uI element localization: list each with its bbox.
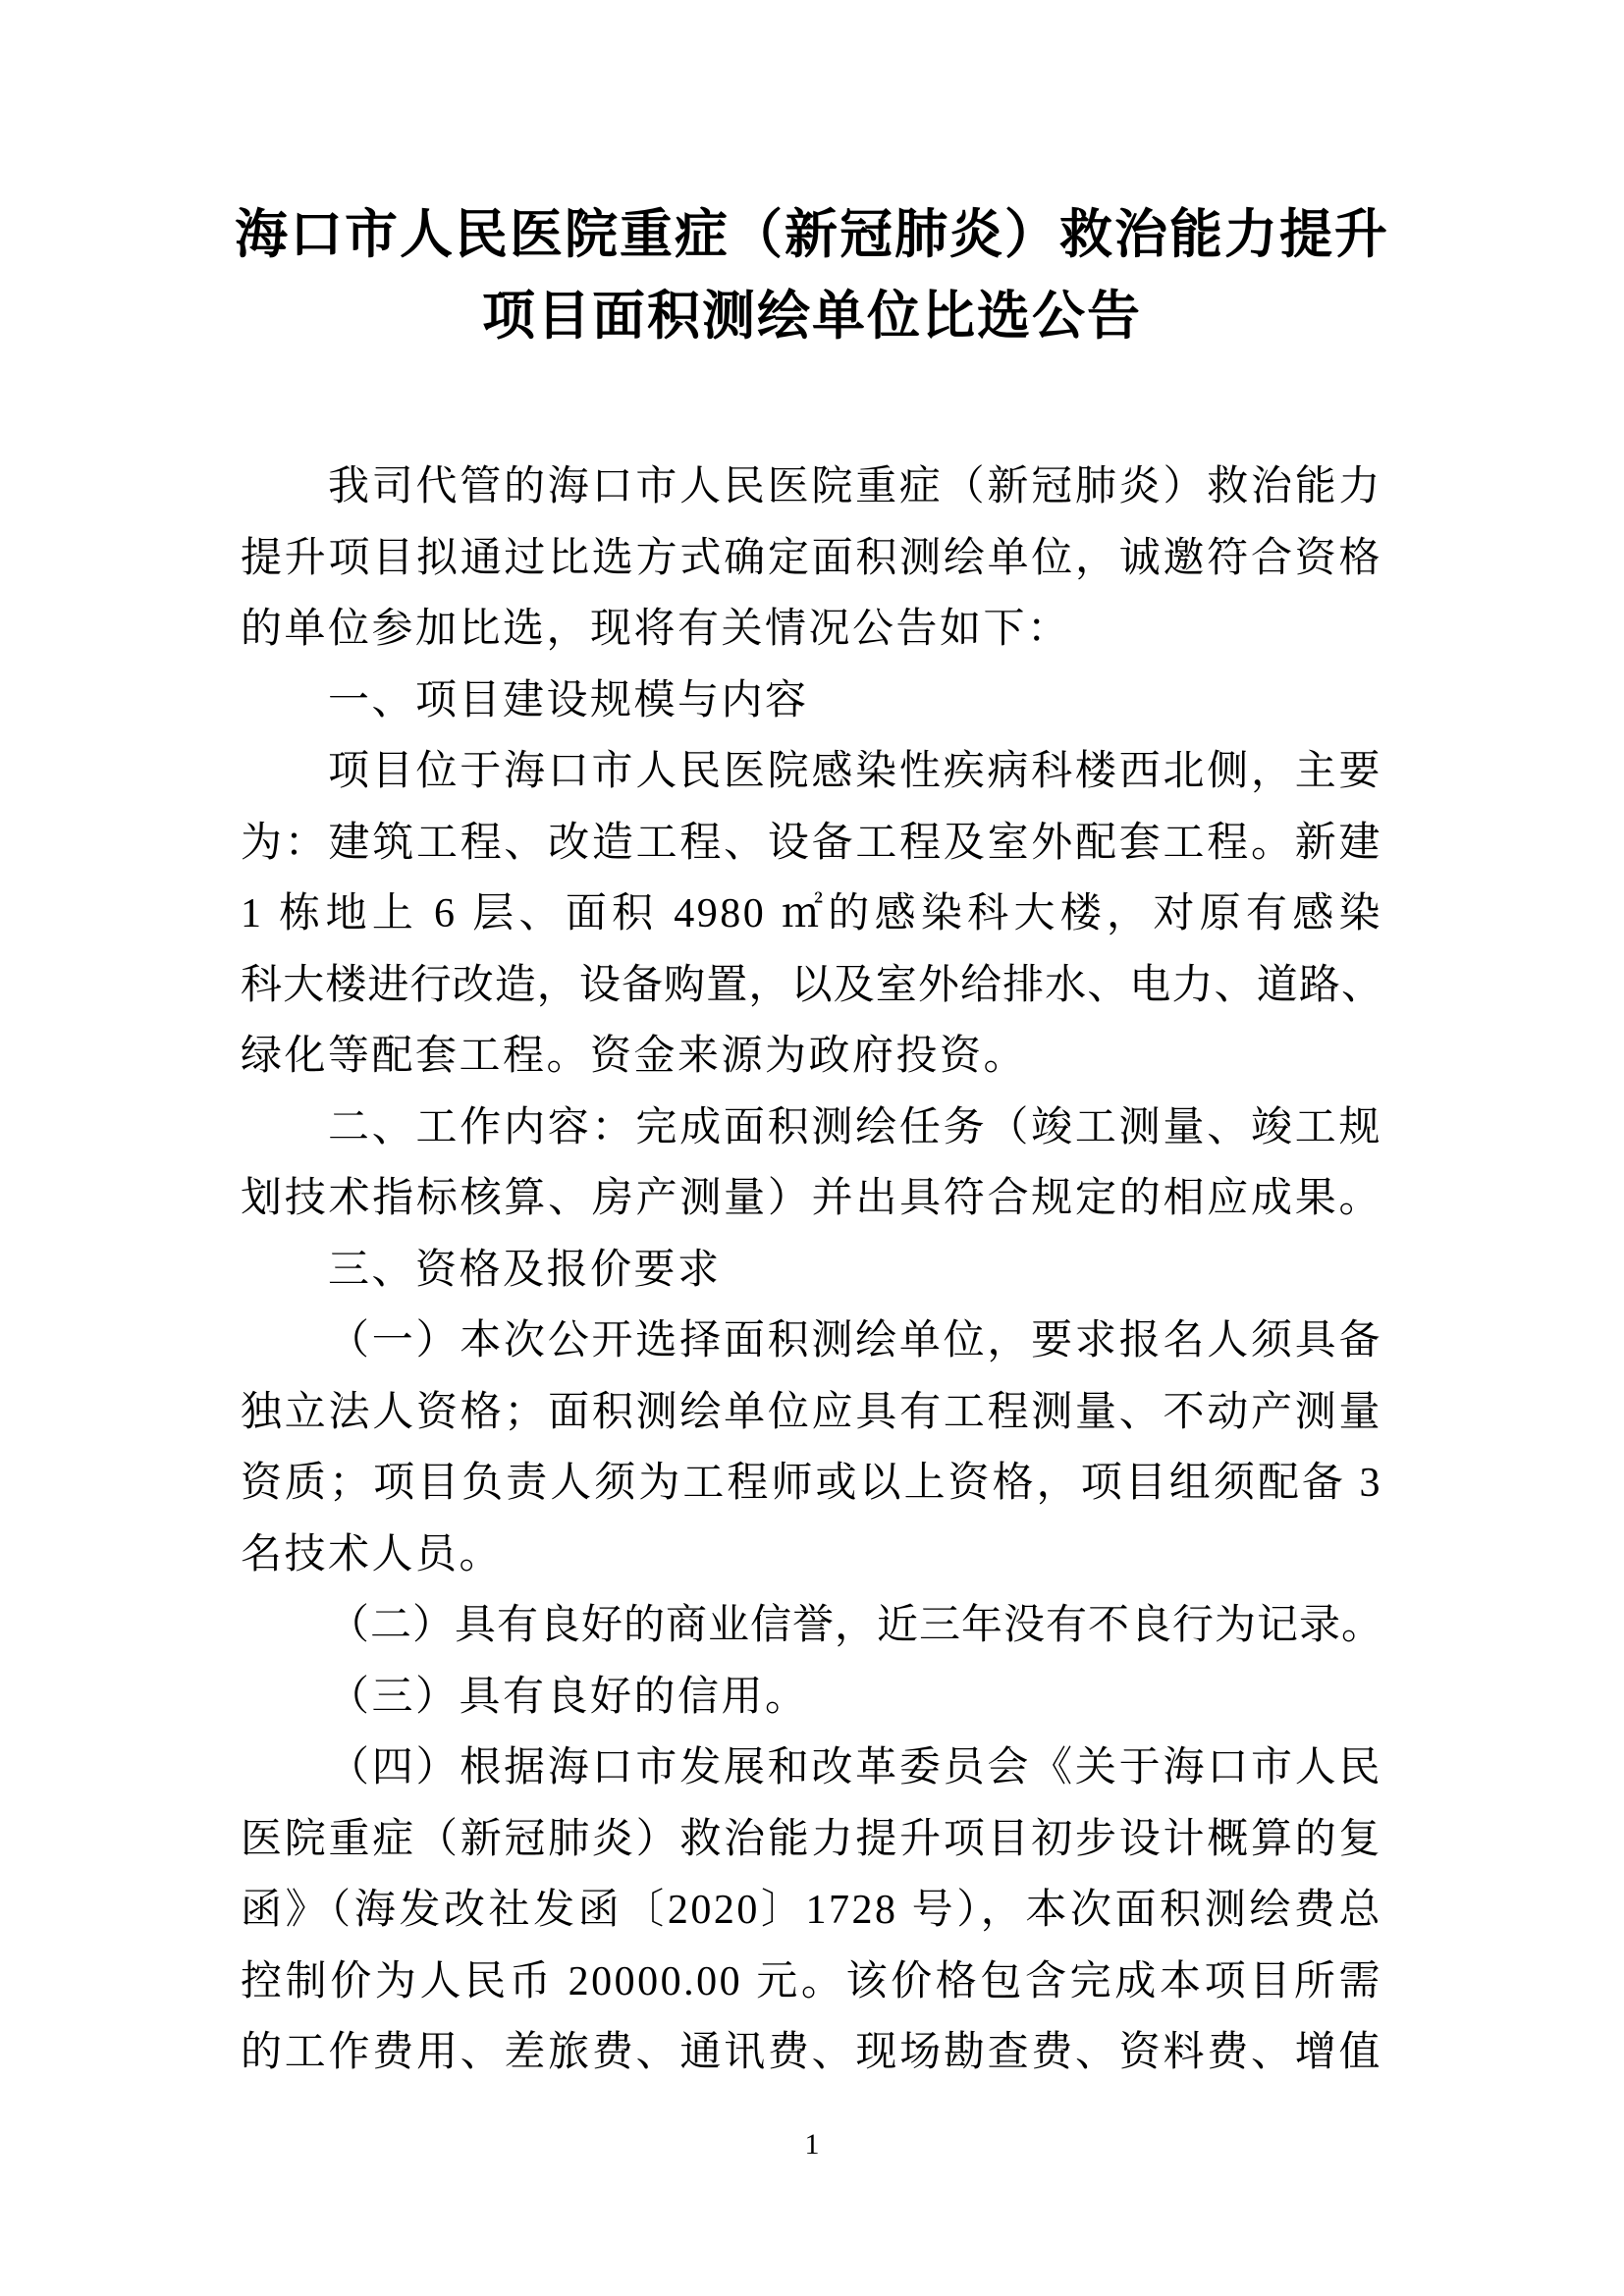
- document-body: [241, 452, 1382, 2089]
- text-line: 一、项目建设规模与内容: [328, 677, 809, 723]
- document-title-line-2: 项目面积测绘单位比选公告: [482, 287, 1142, 346]
- paragraph-qualification-4: [241, 1733, 1382, 2089]
- paragraph-intro: [241, 452, 1382, 666]
- text-line: 三、资格及报价要求: [328, 1247, 722, 1293]
- text-line: 项目位于海口市人民医院感染性疾病科楼西北侧，主要: [328, 749, 1382, 794]
- text-line: 的工作费用、差旅费、通讯费、现场勘查费、资料费、增值: [241, 2030, 1382, 2075]
- text-line: （三）具有良好的信用。: [328, 1674, 809, 1720]
- text-line: 函》（海发改社发函〔2020〕1728 号），本次面积测绘费总: [241, 1888, 1382, 1933]
- paragraph-work-content: [241, 1093, 1382, 1235]
- heading-section-3: [241, 1235, 1382, 1307]
- text-line: 划技术指标核算、房产测量）并出具符合规定的相应成果。: [241, 1176, 1382, 1221]
- text-line: 科大楼进行改造，设备购置，以及室外给排水、电力、道路、: [241, 962, 1382, 1008]
- document-title: [0, 194, 1624, 357]
- paragraph-project-scope: [241, 736, 1382, 1093]
- text-line: 绿化等配套工程。资金来源为政府投资。: [241, 1034, 1028, 1079]
- document-title-line-1: 海口市人民医院重症（新冠肺炎）救治能力提升: [235, 205, 1389, 264]
- text-line: 我司代管的海口市人民医院重症（新冠肺炎）救治能力: [328, 464, 1382, 509]
- text-line: 二、工作内容：完成面积测绘任务（竣工测量、竣工规: [328, 1104, 1382, 1150]
- text-line: 提升项目拟通过比选方式确定面积测绘单位，诚邀符合资格: [241, 535, 1382, 581]
- text-line: （四）根据海口市发展和改革委员会《关于海口市人民: [328, 1745, 1382, 1790]
- text-line: 独立法人资格；面积测绘单位应具有工程测量、不动产测量: [241, 1389, 1382, 1435]
- heading-section-1: [241, 666, 1382, 737]
- text-line: 医院重症（新冠肺炎）救治能力提升项目初步设计概算的复: [241, 1816, 1382, 1862]
- text-line: 为：建筑工程、改造工程、设备工程及室外配套工程。新建: [241, 820, 1382, 866]
- paragraph-qualification-3: [241, 1662, 1382, 1734]
- text-line: 1 栋地上 6 层、面积 4980 ㎡的感染科大楼，对原有感染: [241, 891, 1382, 936]
- text-line: 的单位参加比选，现将有关情况公告如下：: [241, 607, 1071, 652]
- text-line: 资质；项目负责人须为工程师或以上资格，项目组须配备 3: [241, 1461, 1382, 1506]
- text-line: （二）具有良好的商业信誉，近三年没有不良行为记录。: [328, 1603, 1382, 1648]
- paragraph-qualification-1: [241, 1306, 1382, 1590]
- paragraph-qualification-2: [241, 1590, 1382, 1662]
- text-line: 名技术人员。: [241, 1531, 504, 1577]
- text-line: 控制价为人民币 20000.00 元。该价格包含完成本项目所需: [241, 1958, 1382, 2004]
- page-number: 1: [804, 2128, 820, 2161]
- text-line: （一）本次公开选择面积测绘单位，要求报名人须具备: [328, 1318, 1382, 1363]
